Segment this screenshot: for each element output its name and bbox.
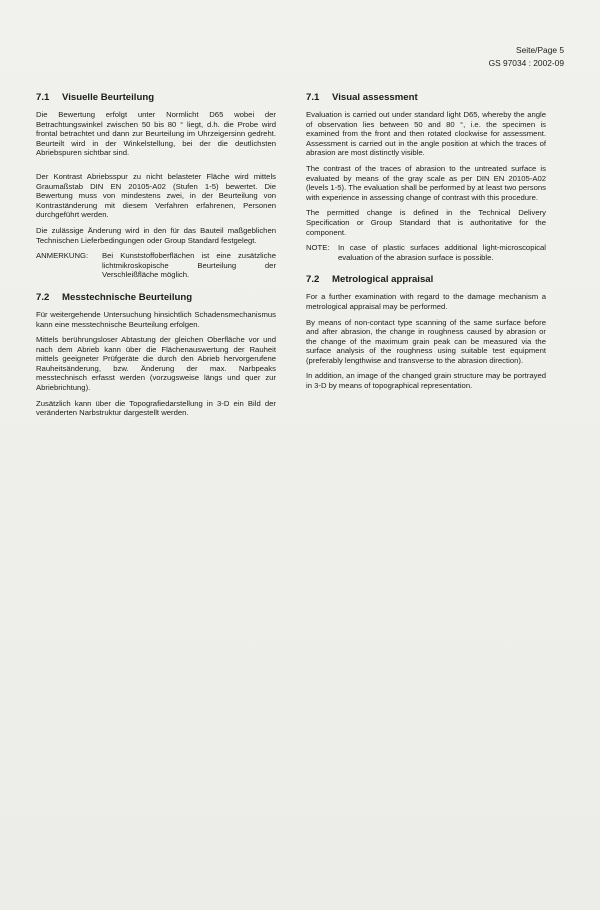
section-heading-7-1-de (36, 92, 276, 103)
paragraph: Für weitergehende Untersuchung hinsichtlich Schadensmechanismus kann eine messtechnische Beurteilung erfolgen. (36, 309, 276, 329)
paragraph: Die Bewertung erfolgt unter Normlicht D65 wobei der Betrachtungswinkel zwischen 50 bis 80 ° liegt, d.h. die Probe wird frontal betrachtet und dann zur Beurteilung im Uhrzeigersinn gedreht. Beurteilt wird in der Winkelstellung, bei der die deutlichsten Abriebspuren sichtbar sind. (36, 110, 276, 158)
section-title: Metrological appraisal (332, 274, 434, 286)
section-title: Visual assessment (332, 92, 418, 103)
note-text: Bei Kunststoffoberflächen ist eine zusätzliche lichtmikroskopische Beurteilung der Verschleißfläche möglich. (102, 251, 276, 280)
section-heading-7-2-en (306, 274, 546, 285)
paragraph: For a further examination with regard to the damage mechanism a metrological appraisal may be performed. (306, 292, 546, 311)
paragraph: Die zulässige Änderung wird in den für das Bauteil maßgeblichen Technischen Lieferbedingungen oder Group Standard festgelegt. (36, 225, 276, 245)
section-number: 7.1 (36, 92, 50, 103)
section-title: Visuelle Beurteilung (62, 92, 155, 103)
paragraph: Der Kontrast Abriebsspur zu nicht belasteter Fläche wird mittels Graumaßstab DIN EN 20105-A02 (Stufen 1-5) bewertet. Die Bewertung muss von mindestens zwei, in der Beurteilung von Kontraständerung mit diesem Verfahren erfahrenen, Personen durchgeführt werden. (36, 171, 276, 220)
paragraph: Mittels berührungsloser Abtastung der gleichen Oberfläche vor und nach dem Abrieb kann über die Flächenauswertung der Rauheit mittels geeigneter Prüfgeräte die durch den Abrieb hervorgerufene Rauheitsänderung, bzw. Änderung der max. Narbpeaks messtechnisch erfasst werden (vorzugsweise längs und quer zur Abriebrichtung). (36, 335, 276, 393)
paragraph: Evaluation is carried out under standard light D65, whereby the angle of observation lies between 50 and 80 °, i.e. the specimen is examined from the front and then rotated clockwise for assessment. Assessment is carried out in the angle position at which the traces of abrasion are most distinctly visible. (306, 110, 546, 158)
section-heading-7-2-de (36, 292, 276, 303)
paragraph: The contrast of the traces of abrasion to the untreated surface is evaluated by means of the gray scale as per DIN EN 20105-A02 (levels 1-5). The evaluation shall be performed by at least two persons with experience in assessing change of contrast with this procedure. (306, 163, 546, 202)
section-7-2-de (36, 292, 276, 418)
section-number: 7.2 (36, 291, 50, 303)
paragraph: The permitted change is defined in the Technical Delivery Specification or Group Standard that is authoritative for the component. (306, 208, 546, 237)
section-title: Messtechnische Beurteilung (62, 291, 193, 303)
note-text: In case of plastic surfaces additional light-microscopical evaluation of the abrasion surface is possible. (338, 243, 546, 262)
english-column (306, 92, 546, 397)
document-reference: GS 97034 : 2002-09 (488, 58, 564, 68)
section-heading-7-1-en (306, 92, 546, 103)
page-number: Seite/Page 5 (516, 45, 564, 55)
paragraph: In addition, an image of the changed grain structure may be portrayed in 3-D by means of topographical representation. (306, 371, 546, 391)
note-block (306, 243, 546, 262)
section-number: 7.1 (306, 92, 320, 103)
paragraph: Zusätzlich kann über die Topografiedarstellung in 3-D ein Bild der veränderten Narbstruktur dargestellt werden. (36, 398, 276, 418)
note-label: NOTE: (306, 243, 330, 253)
section-number: 7.2 (306, 274, 320, 286)
section-7-2-en (306, 274, 546, 390)
paragraph: By means of non-contact type scanning of the same surface before and after abrasion, the change in roughness caused by abrasion or the change of the maximum grain peak can be measured via the surface analysis of the roughness using suitable test equipment (preferably lengthwise and transverse to the abrasion direction). (306, 317, 546, 365)
page-header (489, 44, 564, 70)
note-label: ANMERKUNG: (36, 251, 89, 261)
note-block (36, 251, 276, 280)
german-column (36, 92, 276, 424)
